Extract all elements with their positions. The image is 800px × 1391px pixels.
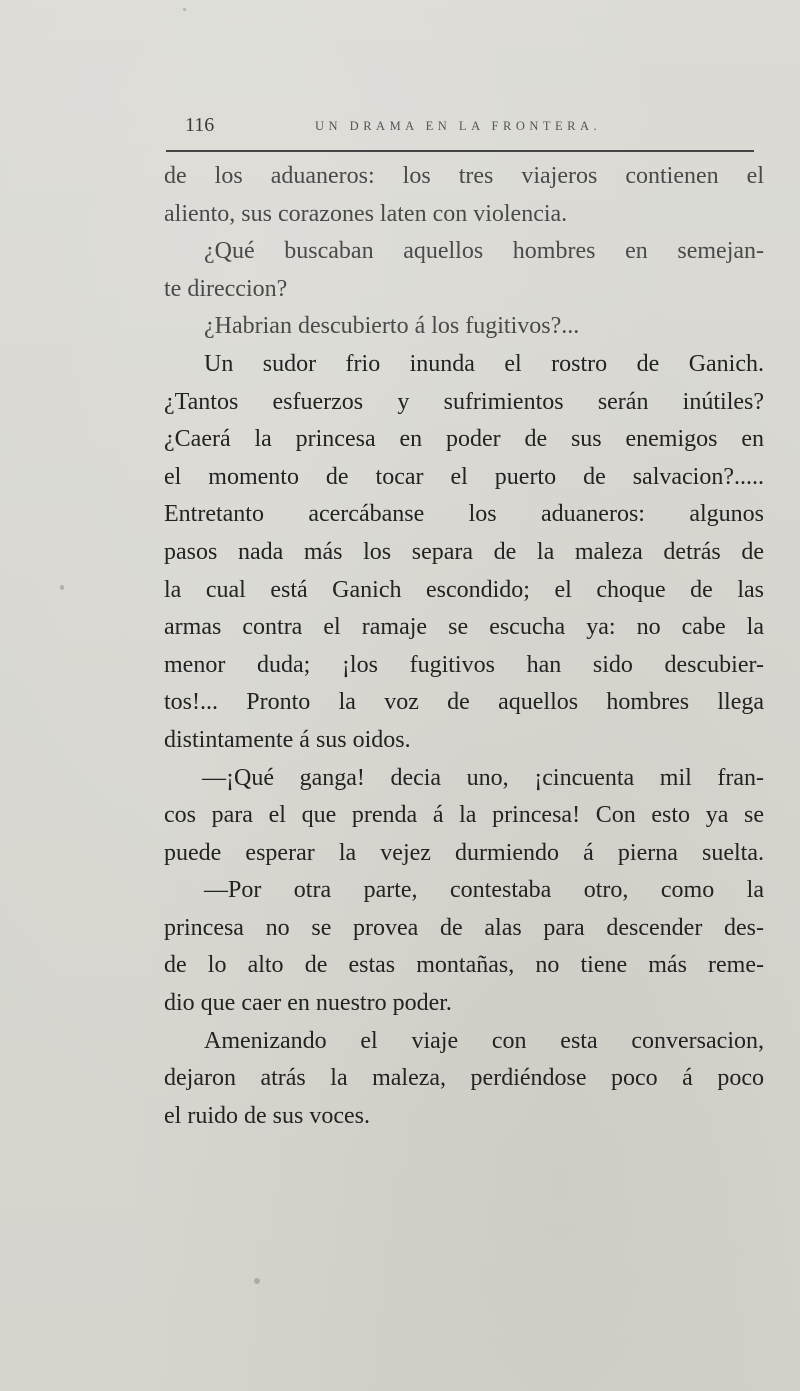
paper-speck	[183, 8, 186, 11]
text-line: Entretanto acercábanse los aduaneros: algunos	[164, 501, 764, 528]
text-line: distintamente á sus oidos.	[164, 726, 411, 753]
text-line: armas contra el ramaje se escucha ya: no cabe la	[164, 614, 764, 641]
text-line: cos para el que prenda á la princesa! Con esto ya se	[164, 802, 764, 829]
page-number: 116	[185, 114, 215, 136]
text-line: ¿Tantos esfuerzos y sufrimientos serán inútiles?	[164, 388, 764, 415]
text-line: —¡Qué ganga! decia uno, ¡cincuenta mil fran-	[202, 764, 764, 791]
text-line: de los aduaneros: los tres viajeros contienen el	[164, 163, 764, 189]
text-line: Amenizando el viaje con esta conversacion,	[204, 1027, 764, 1054]
page-header	[185, 114, 745, 144]
text-line: te direccion?	[164, 275, 288, 302]
text-line: ¿Qué buscaban aquellos hombres en semejan-	[204, 238, 764, 265]
header-rule	[166, 150, 754, 152]
text-line: el ruido de sus voces.	[164, 1102, 370, 1129]
running-title: UN DRAMA EN LA FRONTERA.	[315, 119, 602, 133]
text-line: ¿Habrian descubierto á los fugitivos?...	[204, 313, 580, 340]
paper-speck	[254, 1278, 260, 1284]
text-line: la cual está Ganich escondido; el choque de las	[164, 576, 764, 603]
text-line: princesa no se provea de alas para descender des-	[164, 914, 764, 941]
text-line: el momento de tocar el puerto de salvacion?.....	[164, 463, 764, 490]
text-line: aliento, sus corazones laten con violencia.	[164, 200, 568, 227]
text-line: menor duda; ¡los fugitivos han sido descubier-	[164, 651, 764, 678]
text-line: dio que caer en nuestro poder.	[164, 990, 452, 1017]
text-line: pasos nada más los separa de la maleza detrás de	[164, 538, 764, 565]
paper-speck	[60, 585, 64, 590]
text-line: dejaron atrás la maleza, perdiéndose poco á poco	[164, 1065, 764, 1092]
text-line: ¿Caerá la princesa en poder de sus enemigos en	[164, 426, 764, 453]
text-line: Un sudor frio inunda el rostro de Ganich.	[204, 350, 764, 377]
text-line: puede esperar la vejez durmiendo á pierna suelta.	[164, 839, 764, 866]
text-line: tos!... Pronto la voz de aquellos hombres llega	[164, 689, 764, 716]
body-text	[164, 158, 764, 1135]
text-line: de lo alto de estas montañas, no tiene más reme-	[164, 952, 764, 979]
text-line: —Por otra parte, contestaba otro, como la	[204, 877, 764, 904]
